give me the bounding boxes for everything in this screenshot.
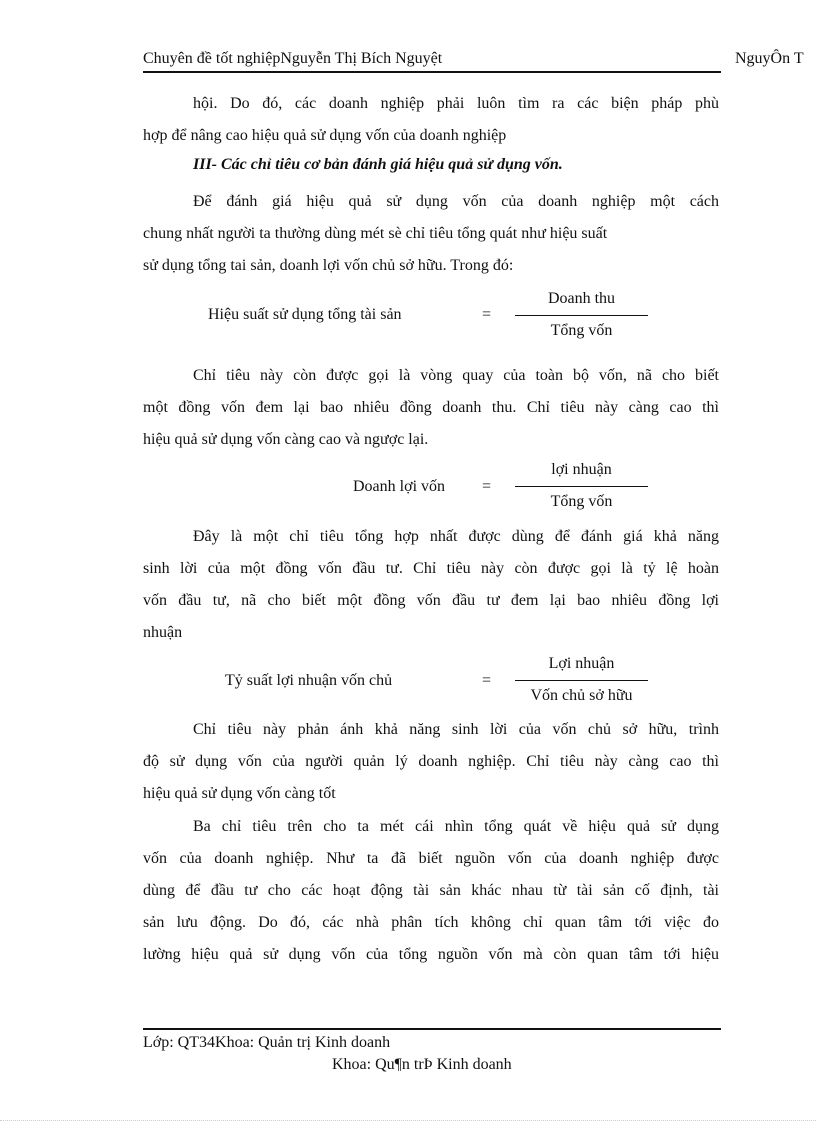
text-line: sản lưu động. Do đó, các nhà phân tích không chỉ quan tâm tới việc đo: [143, 914, 719, 931]
text-line: Để đánh giá hiệu quả sử dụng vốn của doanh nghiệp một cách: [193, 193, 719, 210]
text-line: chung nhất người ta thường dùng mét sè chỉ tiêu tổng quát như hiệu suất: [143, 225, 608, 242]
formula-3-fraction-bar: [515, 680, 648, 681]
text-line: sinh lời của một đồng vốn đầu tư. Chỉ tiêu này còn được gọi là tỷ lệ hoàn: [143, 560, 719, 577]
text-line: dùng để đầu tư cho các hoạt động tài sản khác nhau từ tài sản cố định, tài: [143, 882, 719, 899]
section-heading: III- Các chỉ tiêu cơ bản đánh giá hiệu quả sử dụng vốn.: [193, 156, 563, 173]
text-line: hiệu quả sử dụng vốn càng cao và ngược lại.: [143, 431, 429, 448]
text-line: nhuận: [143, 624, 183, 641]
paragraph-continuation: [143, 88, 719, 152]
formula-3-equals: =: [482, 672, 492, 689]
text-line: vốn của doanh nghiệp. Như ta đã biết nguồn vốn của doanh nghiệp được: [143, 850, 719, 867]
header-divider: [143, 71, 721, 73]
page-footer-class: Lớp: QT34Khoa: Quản trị Kinh doanh: [143, 1034, 391, 1051]
text-line: Chỉ tiêu này phản ánh khả năng sinh lời của vốn chủ sở hữu, trình: [193, 721, 719, 738]
formula-2-label: Doanh lợi vốn: [353, 478, 446, 495]
formula-2-numerator: lợi nhuận: [551, 461, 612, 478]
text-line: Ba chỉ tiêu trên cho ta mét cái nhìn tổng quát về hiệu quả sử dụng: [193, 818, 719, 835]
formula-3-numerator: Lợi nhuận: [548, 655, 615, 672]
text-line: lường hiệu quả sử dụng vốn của tổng nguồn vốn mà còn quan tâm tới hiệu: [143, 946, 719, 963]
text-line: hợp để nâng cao hiệu quả sử dụng vốn của doanh nghiệp: [143, 127, 507, 144]
page-bottom-dotted-border: [0, 1120, 816, 1121]
formula-1-numerator: Doanh thu: [547, 290, 616, 307]
paragraph-asset-turnover: [143, 360, 719, 456]
paragraph-return-on-capital: [143, 521, 719, 649]
page-header-title: Chuyên đề tốt nghiệpNguyễn Thị Bích Nguyệt: [143, 50, 443, 67]
paragraph-intro: [143, 186, 719, 282]
text-line: Chỉ tiêu này còn được gọi là vòng quay của toàn bộ vốn, nã cho biết: [193, 367, 719, 384]
formula-1-denominator: Tổng vốn: [550, 322, 613, 339]
paragraph-return-on-equity: [143, 714, 719, 810]
formula-2-equals: =: [482, 478, 492, 495]
text-line: vốn đầu tư, nã cho biết một đồng vốn đầu tư đem lại bao nhiêu đồng lợi: [143, 592, 719, 609]
text-line: một đồng vốn đem lại bao nhiêu đồng doanh thu. Chỉ tiêu này càng cao thì: [143, 399, 719, 416]
page-header-author: NguyÔn T: [735, 50, 804, 67]
formula-1-fraction-bar: [515, 315, 648, 316]
text-line: hội. Do đó, các doanh nghiệp phải luôn tìm ra các biện pháp phù: [193, 95, 719, 112]
formula-3-denominator: Vốn chủ sở hữu: [530, 687, 633, 704]
footer-divider: [143, 1028, 721, 1030]
formula-1-equals: =: [482, 306, 492, 323]
page-footer-faculty: Khoa: Qu¶n trÞ Kinh doanh: [332, 1056, 512, 1073]
formula-3-label: Tỷ suất lợi nhuận vốn chủ: [225, 672, 393, 689]
formula-1-label: Hiệu suất sử dụng tổng tài sản: [208, 306, 402, 323]
formula-2-fraction-bar: [515, 486, 648, 487]
text-line: hiệu quả sử dụng vốn càng tốt: [143, 785, 336, 802]
paragraph-summary: [143, 811, 719, 971]
text-line: Đây là một chỉ tiêu tổng hợp nhất được dùng để đánh giá khả năng: [193, 528, 719, 545]
formula-2-denominator: Tổng vốn: [550, 493, 613, 510]
text-line: sử dụng tổng tai sản, doanh lợi vốn chủ sở hữu. Trong đó:: [143, 257, 514, 274]
text-line: độ sử dụng vốn của người quản lý doanh nghiệp. Chỉ tiêu này càng cao thì: [143, 753, 719, 770]
